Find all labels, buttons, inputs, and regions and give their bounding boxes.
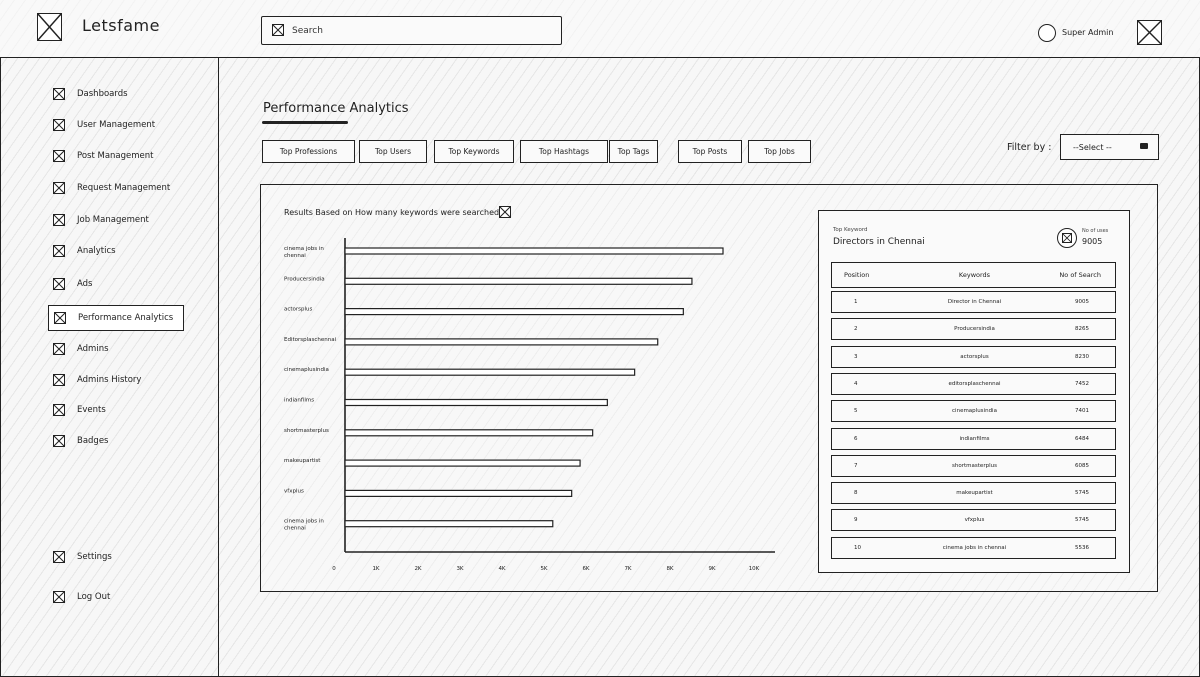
sidebar-item-admins-history[interactable] — [48, 367, 141, 393]
avatar[interactable] — [1038, 24, 1056, 42]
sidebar-item-label: Analytics — [77, 246, 116, 256]
keyword-icon — [1062, 233, 1072, 243]
chart-bar — [345, 460, 580, 466]
requests-icon — [53, 182, 65, 194]
cell-count: 8265 — [1075, 326, 1089, 333]
category-label: cinema jobs in chennai — [284, 518, 324, 532]
category-label: indianfilms — [284, 397, 315, 404]
chart-bar — [345, 339, 658, 345]
category-label: cinema jobs in chennai — [284, 246, 324, 259]
performance-icon — [54, 312, 66, 324]
analytics-icon — [53, 245, 65, 257]
gear-icon — [53, 551, 65, 563]
sidebar-item-label: Admins History — [77, 375, 142, 385]
page-title: Performance Analytics — [263, 101, 409, 116]
chart-bar — [345, 490, 572, 496]
sidebar-item-label: Ads — [77, 279, 93, 289]
x-tick-label: 5K — [540, 566, 548, 572]
sidebar-item-label: Events — [77, 405, 106, 415]
cell-count: 8230 — [1075, 353, 1089, 360]
sidebar-item-request-management[interactable] — [48, 175, 170, 201]
category-label: vfxplus — [284, 488, 304, 495]
sidebar-item-dashboards[interactable] — [48, 81, 128, 107]
sidebar-item-settings[interactable] — [48, 544, 112, 570]
table-row[interactable] — [831, 400, 1116, 422]
x-tick-label: 1K — [372, 566, 380, 572]
uses-label: No of uses — [1082, 228, 1109, 234]
cell-count: 5536 — [1075, 544, 1089, 551]
logo-icon[interactable] — [37, 13, 62, 41]
cell-keyword: cinema jobs in chennai — [942, 544, 1007, 551]
tab-top-keywords[interactable]: Top Keywords — [434, 140, 514, 163]
category-label: shortmasterplus — [284, 427, 329, 434]
chart-bar — [345, 248, 723, 254]
sidebar-item-label: Request Management — [77, 183, 171, 193]
sidebar-item-analytics[interactable] — [48, 238, 116, 264]
cell-position: 9 — [854, 517, 858, 524]
chart-bar — [345, 369, 635, 375]
badges-icon — [53, 435, 65, 447]
tab-top-jobs[interactable]: Top Jobs — [748, 140, 811, 163]
category-label: makeupartist — [284, 458, 321, 465]
chevron-down-icon — [1140, 143, 1148, 149]
x-tick-label: 9K — [708, 566, 716, 572]
uses-value: 9005 — [1082, 237, 1103, 246]
table-row[interactable] — [831, 373, 1116, 395]
sidebar-item-label: Job Management — [77, 215, 149, 225]
app-name: Letsfame — [82, 16, 160, 35]
x-tick-label: 6K — [582, 566, 590, 572]
x-tick-label: 2K — [414, 566, 422, 572]
cell-count: 5745 — [1075, 490, 1089, 497]
sidebar-item-log-out[interactable] — [48, 584, 110, 610]
events-icon — [53, 404, 65, 416]
x-tick-label: 4K — [498, 566, 506, 572]
top-header — [0, 0, 1200, 58]
column-header-keywords: Keywords — [958, 271, 991, 279]
cell-count: 9005 — [1075, 299, 1089, 305]
search-input[interactable] — [292, 21, 552, 40]
sidebar-item-label: Settings — [77, 552, 112, 562]
table-row[interactable] — [831, 291, 1116, 313]
column-header-search-count: No of Search — [1059, 271, 1101, 279]
sidebar-item-admins[interactable] — [48, 336, 109, 362]
cell-position: 6 — [854, 435, 858, 442]
bar-chart — [280, 230, 780, 580]
cell-position: 7 — [854, 462, 858, 469]
cell-keyword: shortmasterplus — [952, 462, 997, 469]
tab-top-professions[interactable]: Top Professions — [262, 140, 355, 163]
chart-bar — [345, 430, 593, 436]
ads-icon — [53, 278, 65, 290]
tab-top-posts[interactable]: Top Posts — [678, 140, 742, 163]
cell-count: 7452 — [1075, 380, 1089, 387]
category-label: cinemaplusindia — [284, 367, 329, 374]
category-label: Producersindia — [284, 276, 325, 283]
cell-position: 5 — [854, 408, 858, 415]
cell-position: 8 — [854, 490, 858, 497]
x-tick-label: 3K — [456, 566, 464, 572]
top-keyword-value: Directors in Chennai — [833, 237, 925, 247]
table-header — [831, 262, 1116, 288]
sidebar-item-label: Post Management — [77, 151, 154, 161]
table-row[interactable] — [831, 428, 1116, 450]
sidebar-item-performance-analytics[interactable] — [48, 305, 184, 331]
search-icon — [272, 24, 284, 36]
sidebar-item-ads[interactable] — [48, 271, 93, 297]
history-icon — [53, 374, 65, 386]
chart-title: Results Based on How many keywords were searched — [284, 208, 500, 217]
cell-position: 3 — [854, 353, 858, 360]
top-keyword-label: Top Keyword — [833, 227, 868, 233]
table-row[interactable] — [831, 455, 1116, 477]
cell-position: 4 — [854, 380, 858, 387]
chart-bar — [345, 400, 607, 406]
chart-bar — [345, 521, 553, 527]
sidebar-item-job-management[interactable] — [48, 207, 149, 233]
users-icon — [53, 119, 65, 131]
cell-keyword: makeupartist — [956, 490, 993, 497]
column-header-position: Position — [844, 271, 870, 279]
category-label: Editorsplaschennai — [284, 336, 337, 343]
x-tick-label: 0 — [332, 566, 336, 572]
user-name[interactable]: Super Admin — [1062, 28, 1114, 37]
x-tick-label: 8K — [666, 566, 674, 572]
jobs-icon — [53, 214, 65, 226]
cell-position: 2 — [854, 326, 858, 333]
sidebar-item-label: User Management — [77, 120, 156, 130]
cell-position: 10 — [854, 544, 861, 551]
cell-count: 5745 — [1075, 517, 1089, 524]
sidebar-item-badges[interactable] — [48, 428, 109, 454]
tab-top-users[interactable]: Top Users — [359, 140, 427, 163]
cell-keyword: indianfilms — [959, 435, 990, 442]
menu-icon[interactable] — [1137, 20, 1162, 45]
tab-top-tags[interactable]: Top Tags — [609, 140, 658, 163]
filter-select[interactable] — [1060, 134, 1159, 160]
x-tick-label: 10K — [748, 566, 760, 572]
table-row[interactable] — [831, 346, 1116, 368]
title-underline — [262, 121, 348, 124]
cell-count: 7401 — [1075, 408, 1089, 415]
dashboard-icon — [53, 88, 65, 100]
filter-select-value: --Select -- — [1073, 142, 1112, 152]
cell-keyword: editorsplaschennai — [948, 380, 1001, 387]
table-row[interactable] — [831, 537, 1116, 559]
sidebar-item-label: Admins — [77, 344, 109, 354]
cell-keyword: vfxplus — [964, 517, 985, 524]
sidebar-item-user-management[interactable] — [48, 112, 155, 138]
cell-keyword: actorsplus — [960, 353, 989, 360]
category-label: actorsplus — [284, 306, 313, 313]
sidebar-item-label: Dashboards — [77, 89, 128, 99]
sidebar-item-label: Log Out — [77, 592, 111, 602]
search-bar[interactable] — [261, 16, 562, 45]
chart-bar — [345, 278, 692, 284]
filter-label: Filter by : — [1007, 142, 1052, 153]
top-keyword-badge — [1057, 228, 1077, 248]
sidebar-item-label: Badges — [77, 436, 109, 446]
cell-keyword: Producersindia — [954, 326, 995, 333]
tab-top-hashtags[interactable]: Top Hashtags — [520, 140, 608, 163]
table-row[interactable] — [831, 509, 1116, 531]
sidebar-item-post-management[interactable] — [48, 143, 153, 169]
x-tick-label: 7K — [624, 566, 632, 572]
sidebar-item-events[interactable] — [48, 397, 106, 423]
info-icon[interactable] — [499, 206, 511, 218]
table-row[interactable] — [831, 318, 1116, 340]
cell-position: 1 — [854, 299, 858, 305]
sidebar-item-label: Performance Analytics — [78, 313, 174, 323]
posts-icon — [53, 150, 65, 162]
table-row[interactable] — [831, 482, 1116, 504]
cell-keyword: Director in Chennai — [947, 299, 1002, 305]
chart-bar — [345, 309, 683, 315]
logout-icon — [53, 591, 65, 603]
cell-keyword: cinemaplusindia — [952, 408, 997, 415]
admins-icon — [53, 343, 65, 355]
cell-count: 6085 — [1075, 462, 1089, 469]
cell-count: 6484 — [1075, 435, 1089, 442]
